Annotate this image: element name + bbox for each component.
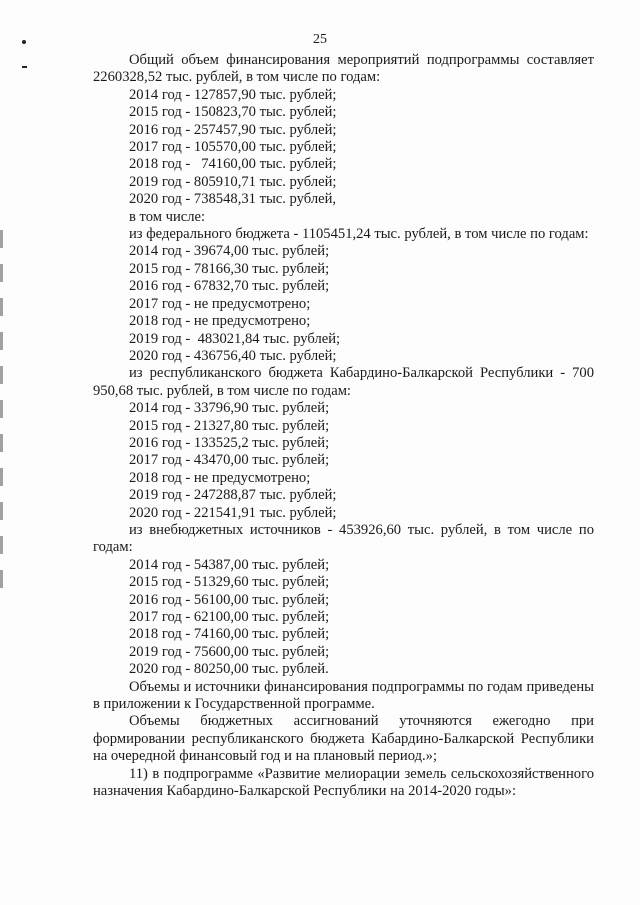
list-item: 2019 год - 483021,84 тыс. рублей; <box>129 330 341 347</box>
list-item: 2016 год - 133525,2 тыс. рублей; <box>129 434 330 451</box>
document-body <box>93 52 594 800</box>
list-item: 2020 год - 221541,91 тыс. рублей; <box>129 504 337 521</box>
republic-year-list <box>93 400 594 522</box>
list-item: 2015 год - 21327,80 тыс. рублей; <box>129 417 330 434</box>
list-item: 2018 год - не предусмотрено; <box>129 313 311 330</box>
federal-intro: из федерального бюджета - 1105451,24 тыс. рублей, в том числе по годам: <box>129 226 589 243</box>
refinement-note: Объемы бюджетных ассигнований уточняются ежегодно при формировании республиканского бюджета Кабардино-Балкарской Республики на очередной финансовый год и на плановый период.»; <box>93 713 594 765</box>
including-label: в том числе: <box>129 208 206 225</box>
list-item: 2015 год - 78166,30 тыс. рублей; <box>129 260 330 277</box>
list-item: 2014 год - 33796,90 тыс. рублей; <box>129 400 330 417</box>
list-item: 2015 год - 51329,60 тыс. рублей; <box>129 574 330 591</box>
list-item: 2014 год - 39674,00 тыс. рублей; <box>129 243 330 260</box>
list-item: 2014 год - 54387,00 тыс. рублей; <box>129 556 330 573</box>
list-item: 2017 год - 62100,00 тыс. рублей; <box>129 609 330 625</box>
list-item: 2017 год - 105570,00 тыс. рублей; <box>129 139 337 156</box>
list-item: 2018 год - 74160,00 тыс. рублей; <box>129 156 337 173</box>
republic-intro: из республиканского бюджета Кабардино-Балкарской Республики - 700 950,68 тыс. рублей, в том числе по годам: <box>93 365 594 399</box>
extrabudget-intro: из внебюджетных источников - 453926,60 тыс. рублей, в том числе по годам: <box>93 521 594 556</box>
scan-edge-shadow <box>0 230 3 600</box>
amendment-item-11: 11) в подпрограмме «Развитие мелиорации земель сельскохозяйственного назначения Кабардино-Балкарской Республики на 2014-2020 годы»: <box>93 765 594 800</box>
federal-year-list <box>93 243 594 365</box>
list-item: 2020 год - 436756,40 тыс. рублей; <box>129 347 337 364</box>
list-item: 2020 год - 80250,00 тыс. рублей. <box>129 661 329 678</box>
funding-intro: Общий объем финансирования мероприятий подпрограммы составляет 2260328,52 тыс. рублей, в том числе по годам: <box>93 52 594 86</box>
list-item: 2016 год - 56100,00 тыс. рублей; <box>129 591 330 608</box>
list-item: 2017 год - 43470,00 тыс. рублей; <box>129 452 330 469</box>
list-item: 2018 год - не предусмотрено; <box>129 469 311 486</box>
list-item: 2019 год - 247288,87 тыс. рублей; <box>129 487 337 504</box>
list-item: 2018 год - 74160,00 тыс. рублей; <box>129 626 330 643</box>
sources-note: Объемы и источники финансирования подпрограммы по годам приведены в приложении к Государственной программе. <box>93 678 594 713</box>
scan-mark <box>22 66 27 68</box>
list-item: 2016 год - 67832,70 тыс. рублей; <box>129 278 330 295</box>
page-number: 25 <box>313 32 327 47</box>
list-item: 2019 год - 805910,71 тыс. рублей; <box>129 173 337 190</box>
list-item: 2016 год - 257457,90 тыс. рублей; <box>129 121 337 138</box>
list-item: 2020 год - 738548,31 тыс. рублей, <box>129 191 337 208</box>
list-item: 2017 год - не предусмотрено; <box>129 295 311 312</box>
total-year-list <box>93 87 594 209</box>
list-item: 2014 год - 127857,90 тыс. рублей; <box>129 86 337 103</box>
extrabudget-year-list <box>93 557 594 679</box>
list-item: 2015 год - 150823,70 тыс. рублей; <box>129 104 337 121</box>
list-item: 2019 год - 75600,00 тыс. рублей; <box>129 643 330 660</box>
